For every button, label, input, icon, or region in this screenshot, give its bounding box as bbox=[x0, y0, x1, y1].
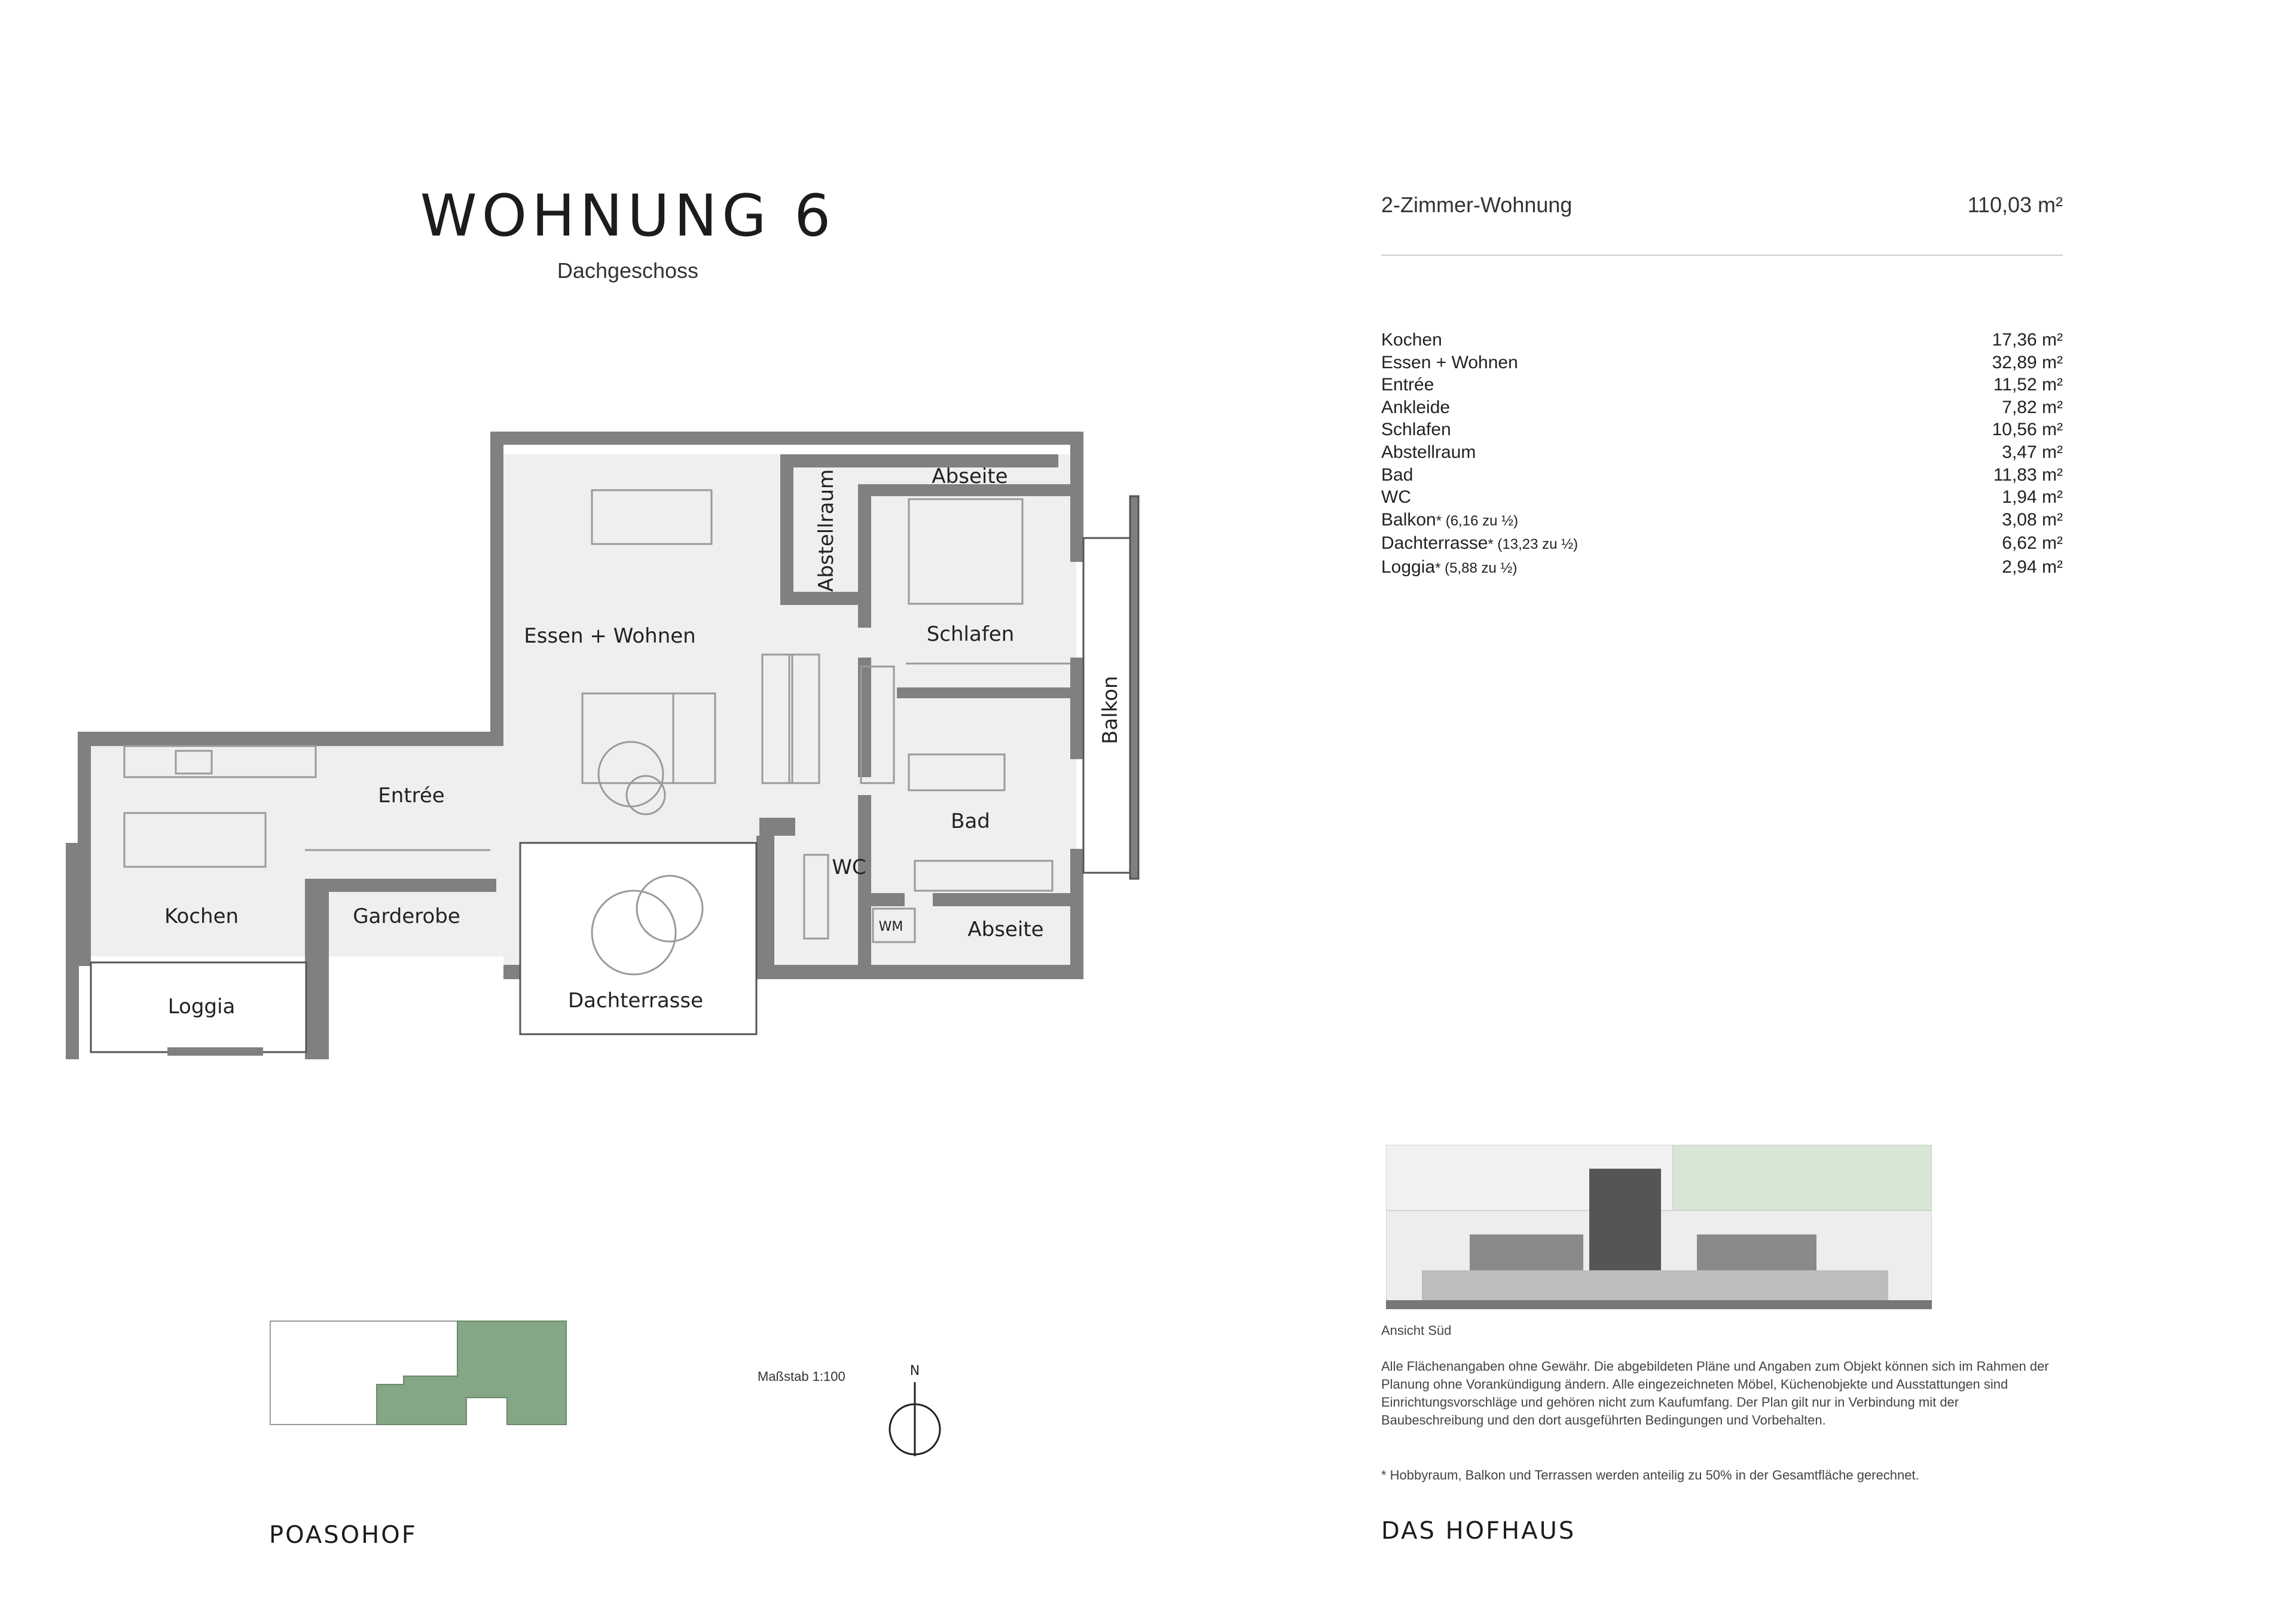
label-garderobe: Garderobe bbox=[353, 904, 460, 928]
label-wm: WM bbox=[878, 919, 903, 934]
room-row bbox=[1381, 329, 2063, 352]
room-name: Kochen bbox=[1381, 330, 1442, 350]
scale-label: Maßstab 1:100 bbox=[758, 1369, 845, 1384]
room-row bbox=[1381, 486, 2063, 509]
label-wc: WC bbox=[832, 855, 866, 879]
room-area: 11,52 m² bbox=[1993, 375, 2063, 395]
room-note: * (13,23 zu ½) bbox=[1488, 536, 1578, 553]
room-row bbox=[1381, 532, 2063, 556]
room-area: 7,82 m² bbox=[2002, 397, 2063, 417]
facade-elevation-image bbox=[1386, 1145, 1932, 1309]
label-kochen: Kochen bbox=[164, 904, 239, 928]
label-essen-wohnen: Essen + Wohnen bbox=[524, 624, 696, 648]
room-area: 17,36 m² bbox=[1992, 330, 2063, 350]
floor-subtitle: Dachgeschoss bbox=[557, 258, 699, 283]
label-abstellraum: Abstellraum bbox=[814, 469, 838, 592]
room-area: 2,94 m² bbox=[2002, 557, 2063, 577]
room-row bbox=[1381, 418, 2063, 441]
room-area-list bbox=[1381, 329, 2063, 580]
room-row bbox=[1381, 441, 2063, 464]
page-title: WOHNUNG 6 bbox=[420, 182, 836, 249]
facade-caption: Ansicht Süd bbox=[1381, 1323, 1452, 1338]
room-name: Dachterrasse bbox=[1381, 533, 1488, 554]
room-area: 6,62 m² bbox=[2002, 533, 2063, 554]
label-abseite-top: Abseite bbox=[932, 464, 1008, 488]
room-name: Balkon bbox=[1381, 509, 1436, 530]
room-note: * (5,88 zu ½) bbox=[1435, 560, 1518, 576]
room-row bbox=[1381, 509, 2063, 533]
room-name: Loggia bbox=[1381, 557, 1436, 577]
floor-plan bbox=[0, 0, 1196, 1136]
room-area: 32,89 m² bbox=[1992, 352, 2063, 372]
north-arrow-icon bbox=[885, 1361, 945, 1468]
brand-right-logo: DAS HOFHAUS bbox=[1381, 1517, 1576, 1545]
room-name: Abstellraum bbox=[1381, 442, 1476, 462]
room-row bbox=[1381, 352, 2063, 374]
label-balkon: Balkon bbox=[1098, 676, 1122, 744]
label-entree: Entrée bbox=[378, 784, 445, 808]
room-name: Ankleide bbox=[1381, 397, 1451, 417]
room-row bbox=[1381, 374, 2063, 396]
apartment-type: 2-Zimmer-Wohnung bbox=[1381, 192, 1573, 217]
divider bbox=[1381, 255, 2063, 256]
label-bad: Bad bbox=[951, 809, 990, 833]
room-name: Entrée bbox=[1381, 375, 1434, 395]
label-abseite-bottom: Abseite bbox=[967, 918, 1044, 942]
room-area: 10,56 m² bbox=[1992, 420, 2063, 440]
key-plan bbox=[269, 1320, 568, 1428]
room-area: 3,47 m² bbox=[2002, 442, 2063, 462]
room-row bbox=[1381, 396, 2063, 419]
brand-left-logo: POASOHOF bbox=[269, 1521, 417, 1549]
room-area: 1,94 m² bbox=[2002, 487, 2063, 508]
label-schlafen: Schlafen bbox=[926, 622, 1015, 646]
total-area: 110,03 m² bbox=[1967, 192, 2063, 217]
room-row bbox=[1381, 464, 2063, 487]
room-name: Schlafen bbox=[1381, 420, 1451, 440]
disclaimer-text: Alle Flächenangaben ohne Gewähr. Die abgebildeten Pläne und Angaben zum Objekt können sich im Rahmen der Planung ohne Vorankündigung ändern. Alle eingezeichneten Möbel, Küchenobjekte und Ausstattungen sind Einrichtungsvorschläge und gehören nicht zum Kaufumfang. Der Plan gilt nur in Verbindung mit der Baubeschreibung und den dort ausgeführten Bedingungen und Vorbehalten. bbox=[1381, 1359, 2049, 1428]
north-label: N bbox=[909, 1364, 920, 1379]
footnote-text: * Hobbyraum, Balkon und Terrassen werden anteilig zu 50% in der Gesamtfläche gerechnet. bbox=[1381, 1468, 1919, 1483]
label-loggia: Loggia bbox=[167, 995, 236, 1019]
room-name: WC bbox=[1381, 487, 1411, 508]
room-row bbox=[1381, 556, 2063, 580]
label-dachterrasse: Dachterrasse bbox=[567, 989, 704, 1013]
room-area: 3,08 m² bbox=[2002, 509, 2063, 530]
room-note: * (6,16 zu ½) bbox=[1436, 512, 1519, 529]
room-area: 11,83 m² bbox=[1993, 464, 2063, 485]
room-name: Bad bbox=[1381, 464, 1413, 485]
room-name: Essen + Wohnen bbox=[1381, 352, 1518, 372]
